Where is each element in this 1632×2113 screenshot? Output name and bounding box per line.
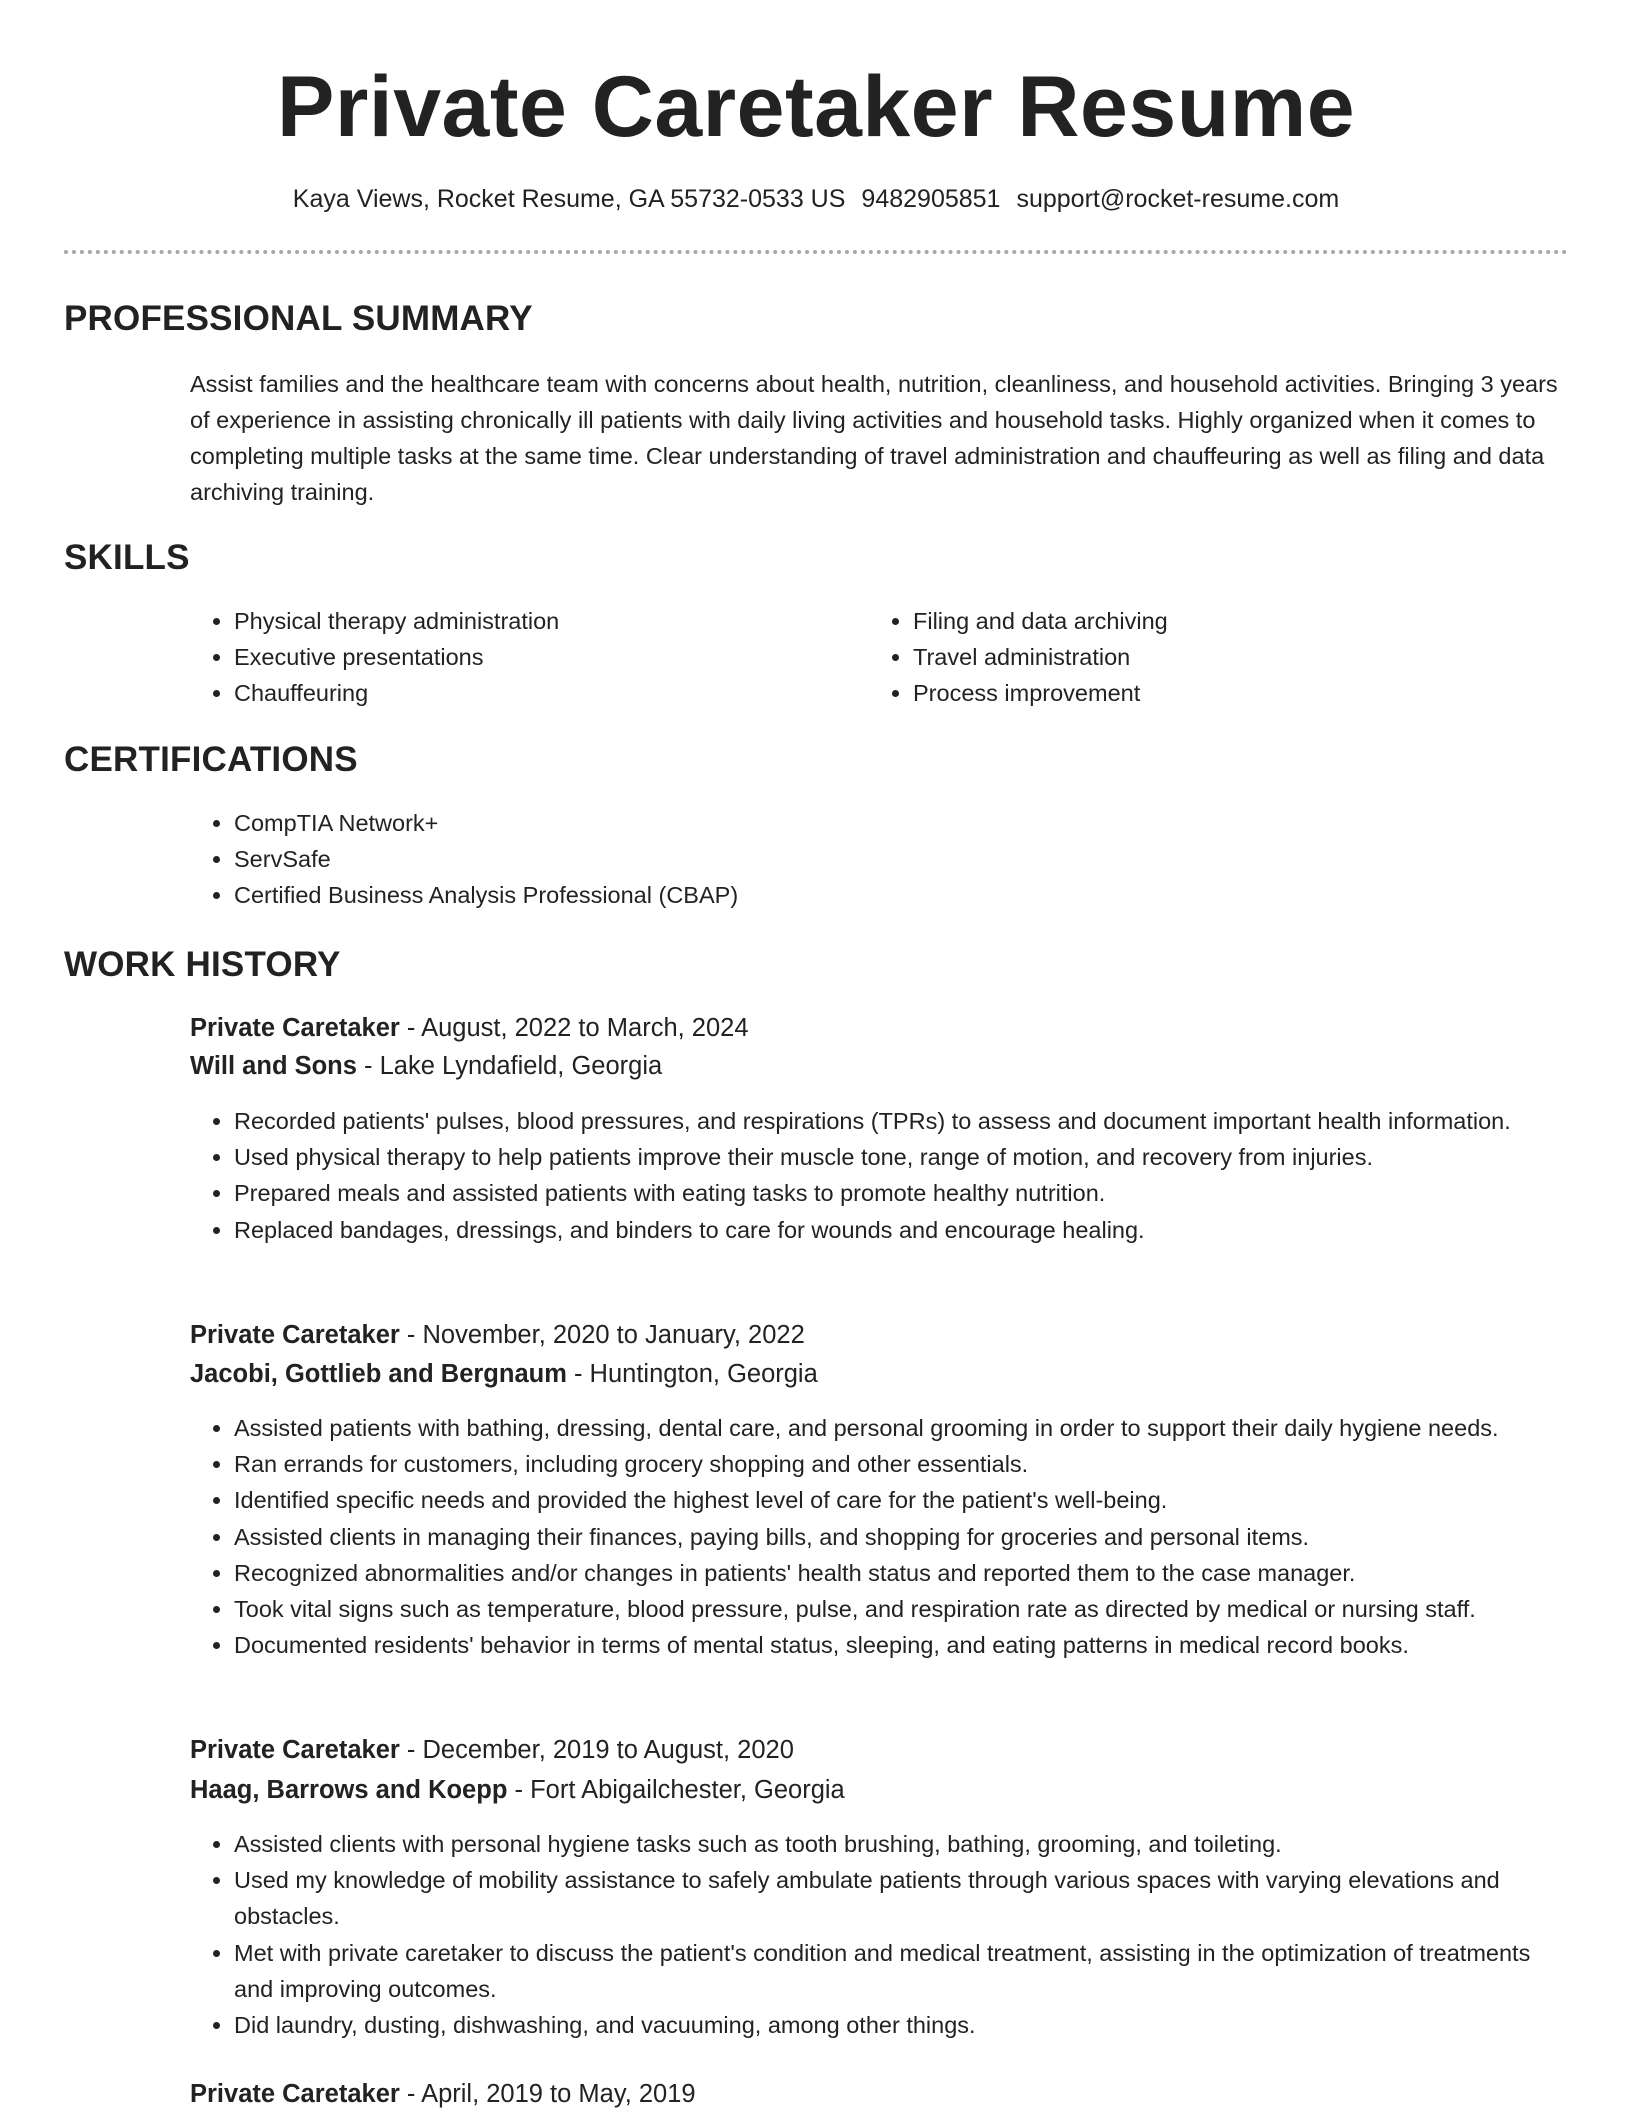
job-role: Private Caretaker <box>190 2080 400 2108</box>
skills-heading: SKILLS <box>64 538 190 577</box>
job-company-line <box>190 1771 845 1809</box>
job-bullet: • Assisted patients with bathing, dressing, dental care, and personal grooming in order to support their daily hygiene needs. <box>234 1410 1568 1446</box>
skill-item: • Physical therapy administration <box>234 603 854 639</box>
job-bullets <box>190 1103 1568 1248</box>
job-company-line <box>190 1355 818 1393</box>
contact-email: support@rocket-resume.com <box>1016 185 1340 213</box>
skill-item: • Travel administration <box>913 639 1533 675</box>
job-location: - Lake Lyndafield, Georgia <box>356 1052 663 1080</box>
job-bullet: • Recognized abnormalities and/or changes in patients' health status and reported them to the case manager. <box>234 1555 1568 1591</box>
certification-item: • ServSafe <box>234 841 1434 877</box>
job-role: Private Caretaker <box>190 1321 400 1349</box>
work-history-heading: WORK HISTORY <box>64 945 341 984</box>
skills-list-left <box>190 603 854 712</box>
job-company: Jacobi, Gottlieb and Bergnaum <box>190 1360 567 1388</box>
skill-item: • Process improvement <box>913 675 1533 711</box>
job-bullet: • Ran errands for customers, including grocery shopping and other essentials. <box>234 1446 1568 1482</box>
job-company: Will and Sons <box>190 1052 357 1080</box>
job-role: Private Caretaker <box>190 1014 400 1042</box>
job-role: Private Caretaker <box>190 1736 400 1764</box>
job-dates: - November, 2020 to January, 2022 <box>399 1321 805 1349</box>
job-dates: - August, 2022 to March, 2024 <box>399 1014 749 1042</box>
skills-list-right <box>869 603 1533 712</box>
job-dates: - December, 2019 to August, 2020 <box>399 1736 794 1764</box>
job-bullets <box>190 1826 1568 2043</box>
job-location: - Huntington, Georgia <box>566 1360 818 1388</box>
certifications-list <box>190 805 1434 914</box>
skill-item: • Chauffeuring <box>234 675 854 711</box>
job-bullet: • Met with private caretaker to discuss the patient's condition and medical treatment, assisting in the optimization of treatments and improving outcomes. <box>234 1935 1568 2007</box>
skill-item: • Executive presentations <box>234 639 854 675</box>
job-bullet: • Recorded patients' pulses, blood pressures, and respirations (TPRs) to assess and document important health information. <box>234 1103 1568 1139</box>
job-bullets <box>190 1410 1568 1663</box>
job-dates: - April, 2019 to May, 2019 <box>399 2080 696 2108</box>
certification-item: • Certified Business Analysis Professional (CBAP) <box>234 877 1434 913</box>
contact-phone: 9482905851 <box>861 185 1001 213</box>
job-bullet: • Did laundry, dusting, dishwashing, and vacuuming, among other things. <box>234 2007 1568 2043</box>
summary-heading: PROFESSIONAL SUMMARY <box>64 299 533 338</box>
job-title-line <box>190 2075 696 2113</box>
contact-line <box>0 182 1632 216</box>
job-company-line <box>190 1047 662 1085</box>
job-bullet: • Replaced bandages, dressings, and binders to care for wounds and encourage healing. <box>234 1212 1568 1248</box>
job-bullet: • Prepared meals and assisted patients with eating tasks to promote healthy nutrition. <box>234 1175 1568 1211</box>
job-title-line <box>190 1009 749 1047</box>
job-bullet: • Assisted clients with personal hygiene tasks such as tooth brushing, bathing, grooming, and toileting. <box>234 1826 1568 1862</box>
job-bullet: • Documented residents' behavior in terms of mental status, sleeping, and eating patterns in medical record books. <box>234 1627 1568 1663</box>
certifications-heading: CERTIFICATIONS <box>64 740 358 779</box>
resume-title: Private Caretaker Resume <box>276 59 1356 155</box>
job-bullet: • Took vital signs such as temperature, blood pressure, pulse, and respiration rate as directed by medical or nursing staff. <box>234 1591 1568 1627</box>
job-title-line <box>190 1731 794 1769</box>
job-title-line <box>190 1316 805 1354</box>
contact-address: Kaya Views, Rocket Resume, GA 55732-0533 US <box>292 185 846 213</box>
certification-item: • CompTIA Network+ <box>234 805 1434 841</box>
job-location: - Fort Abigailchester, Georgia <box>507 1776 845 1804</box>
job-bullet: • Used physical therapy to help patients improve their muscle tone, range of motion, and recovery from injuries. <box>234 1139 1568 1175</box>
summary-text: Assist families and the healthcare team with concerns about health, nutrition, cleanliness, and household activities. Bringing 3 years of experience in assisting chronically ill patients with daily living activities and household tasks. Highly organized when it comes to completing multiple tasks at the same time. Clear understanding of travel administration and chauffeuring as well as filing and data archiving training. <box>190 371 1558 505</box>
skill-item: • Filing and data archiving <box>913 603 1533 639</box>
header-divider <box>64 250 1568 254</box>
job-bullet: • Used my knowledge of mobility assistance to safely ambulate patients through various spaces with varying elevations and obstacles. <box>234 1862 1568 1934</box>
job-bullet: • Identified specific needs and provided the highest level of care for the patient's well-being. <box>234 1482 1568 1518</box>
job-company: Haag, Barrows and Koepp <box>190 1776 508 1804</box>
job-bullet: • Assisted clients in managing their finances, paying bills, and shopping for groceries and personal items. <box>234 1519 1568 1555</box>
